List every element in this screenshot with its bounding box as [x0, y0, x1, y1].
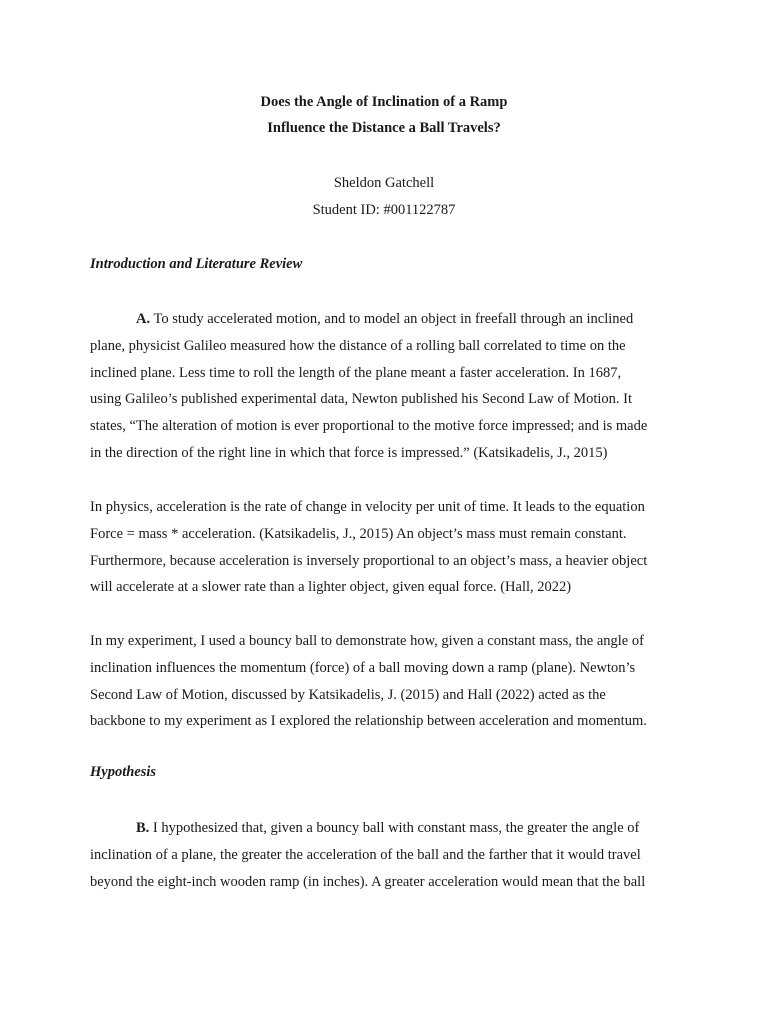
- paragraph-a: [90, 306, 680, 467]
- title-line-1: Does the Angle of Inclination of a Ramp: [260, 94, 508, 110]
- title-line-2: Influence the Distance a Ball Travels?: [267, 120, 501, 136]
- section-heading-introduction: Introduction and Literature Review: [90, 256, 303, 272]
- paragraph-acceleration: [90, 494, 680, 601]
- paragraph-line: will accelerate at a slower rate than a lighter object, given equal force. (Hall, 2022): [90, 579, 572, 596]
- paragraph-line: plane, physicist Galileo measured how the distance of a rolling ball correlated to time on the: [90, 337, 626, 354]
- paragraph-line: inclined plane. Less time to roll the length of the plane meant a faster acceleration. In 1687,: [90, 364, 622, 381]
- paragraph-line: In physics, acceleration is the rate of change in velocity per unit of time. It leads to the equation: [90, 499, 645, 515]
- paragraph-line: B. I hypothesized that, given a bouncy ball with constant mass, the greater the angle of: [136, 820, 640, 836]
- paragraph-line: Force = mass * acceleration. (Katsikadelis, J., 2015) An object’s mass must remain constant.: [90, 525, 627, 542]
- author-name: Sheldon Gatchell: [333, 175, 435, 191]
- paragraph-line: inclination of a plane, the greater the acceleration of the ball and the farther that it would travel: [90, 846, 641, 863]
- paragraph-line: inclination influences the momentum (force) of a ball moving down a ramp (plane). Newton’s: [90, 659, 636, 676]
- paragraph-line: Second Law of Motion, discussed by Katsikadelis, J. (2015) and Hall (2022) acted as the: [90, 686, 606, 703]
- paragraph-label-b: B.: [136, 820, 150, 836]
- paragraph-line: Furthermore, because acceleration is inversely proportional to an object’s mass, a heavier object: [90, 552, 648, 569]
- section-heading-hypothesis: Hypothesis: [90, 764, 157, 780]
- paragraph-label-a: A.: [136, 311, 151, 327]
- student-id: Student ID: #001122787: [312, 202, 456, 218]
- paragraph-line: A. To study accelerated motion, and to model an object in freefall through an inclined: [136, 311, 634, 327]
- paragraph-b: [90, 815, 680, 895]
- paragraph-line: states, “The alteration of motion is ever proportional to the motive force impressed; and is made: [90, 418, 648, 435]
- paragraph-line: beyond the eight-inch wooden ramp (in inches). A greater acceleration would mean that the ball: [90, 873, 646, 890]
- paragraph-line: using Galileo’s published experimental data, Newton published his Second Law of Motion. It: [90, 391, 633, 408]
- paragraph-experiment: [90, 628, 680, 735]
- paragraph-line: in the direction of the right line in which that force is impressed.” (Katsikadelis, J., 2015): [90, 444, 608, 461]
- paragraph-line: In my experiment, I used a bouncy ball to demonstrate how, given a constant mass, the angle of: [90, 633, 644, 649]
- paragraph-line: backbone to my experiment as I explored the relationship between acceleration and momentum.: [90, 713, 647, 730]
